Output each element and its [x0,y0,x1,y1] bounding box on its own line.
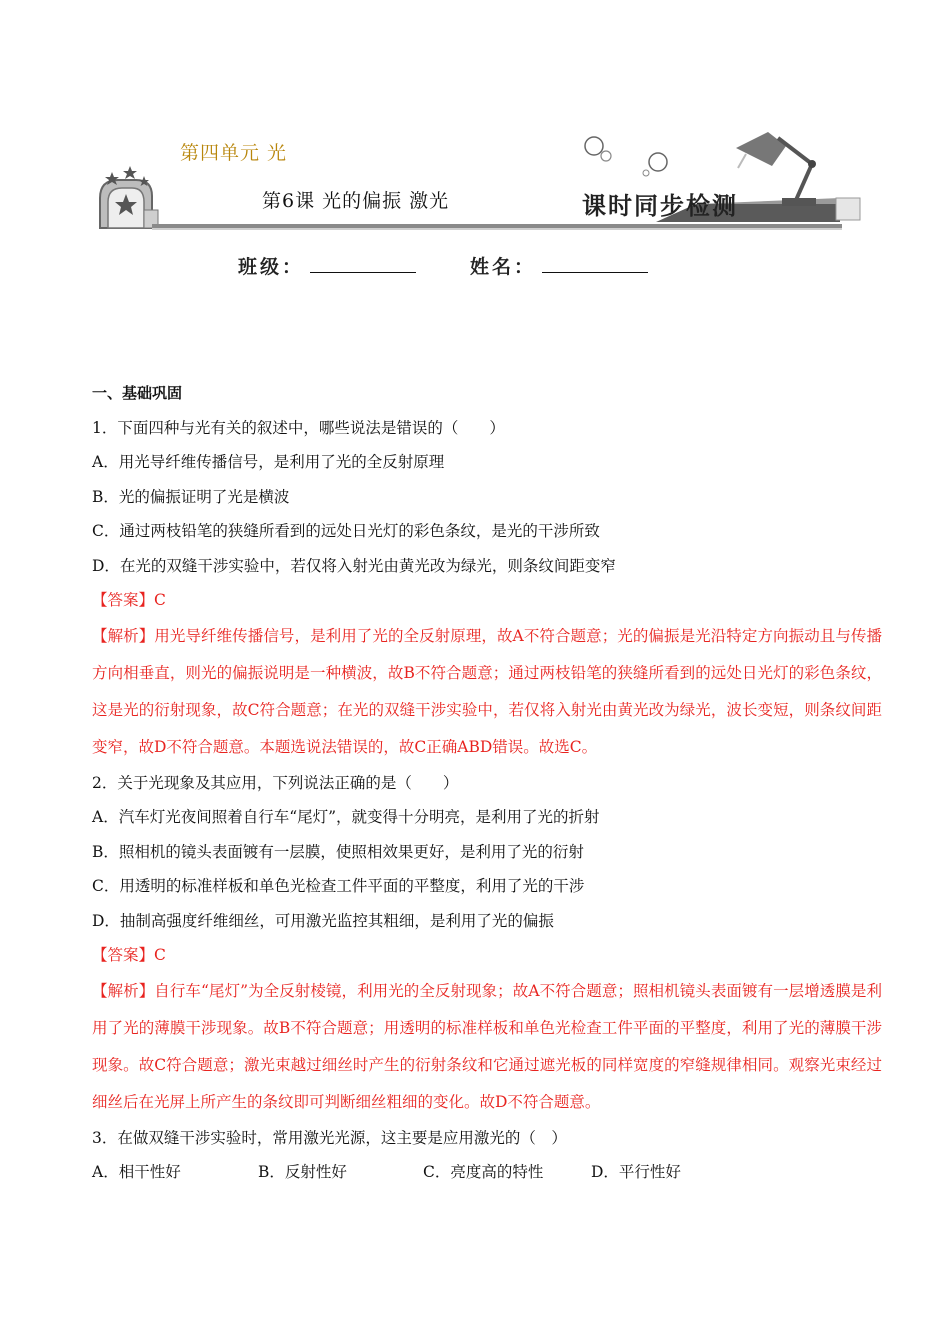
class-label: 班级： [238,256,305,278]
q1-option-a: A．用光导纤维传播信号，是利用了光的全反射原理 [92,453,445,471]
stamp-title: 课时同步检测 [582,192,738,220]
q1-option-b: B．光的偏振证明了光是横波 [92,487,290,506]
q2-analysis: 【解析】自行车“尾灯”为全反射棱镜，利用光的全反射现象；故A不符合题意；照相机镜头表面镀有一层增透膜是利用了光的薄膜干涉现象。故B不符合题意；用透明的标准样板和单色光检查工件平面的平整度，利用了光的薄膜干涉现象。故C符合题意；激光束越过细丝时产生的衍射条纹和它通过遮光板的同样宽度的窄缝规律相同。观察光束经过细丝后在光屏上所产生的条纹即可判断细丝粗细的变化。故D不符合题意。 [92,981,882,1111]
star-badge-icon [100,166,158,228]
q3-option-b: B．反射性好 [258,1163,347,1181]
class-blank[interactable] [310,254,416,273]
q2-option-b: B．照相机的镜头表面镀有一层膜，使照相效果更好，是利用了光的衍射 [92,842,584,861]
name-blank[interactable] [542,254,648,273]
q3-option-d: D．平行性好 [591,1163,681,1181]
q1-analysis: 【解析】用光导纤维传播信号，是利用了光的全反射原理，故A不符合题意；光的偏振是光沿特定方向振动且与传播方向相垂直，则光的偏振说明是一种横波，故B不符合题意；通过两枝铅笔的狭缝所看到的远处日光灯的彩色条纹，这是光的衍射现象，故C符合题意；在光的双缝干涉实验中，若仅将入射光由黄光改为绿光，波长变短，则条纹间距变窄，故D不符合题意。本题选说法错误的，故C正确ABD错误。故选C。 [92,626,882,756]
q3-options [92,1155,882,1190]
unit-title: 第四单元 光 [180,142,288,164]
q2-stem: 2．关于光现象及其应用，下列说法正确的是（ ） [92,773,459,792]
q2-option-a: A．汽车灯光夜间照着自行车“尾灯”，就变得十分明亮，是利用了光的折射 [92,808,600,826]
lesson-title: 第6课 光的偏振 激光 [262,190,450,212]
q3-stem: 3．在做双缝干涉实验时，常用激光光源，这主要是应用激光的（ ） [92,1128,567,1147]
q2-answer: 【答案】C [92,946,166,964]
name-field [470,252,648,279]
q3-option-c: C．亮度高的特性 [423,1163,544,1181]
q2-option-c: C．用透明的标准样板和单色光检查工件平面的平整度，利用了光的干涉 [92,877,585,895]
class-field [238,252,416,279]
section-heading: 一、基础巩固 [92,384,183,402]
q1-answer: 【答案】C [92,591,166,609]
q1-option-d: D．在光的双缝干涉实验中，若仅将入射光由黄光改为绿光，则条纹间距变窄 [92,556,616,575]
q1-option-c: C．通过两枝铅笔的狭缝所看到的远处日光灯的彩色条纹，是光的干涉所致 [92,522,600,540]
name-label: 姓名： [470,256,537,278]
q2-option-d: D．抽制高强度纤维细丝，可用激光监控其粗细，是利用了光的偏振 [92,911,554,930]
q1-stem: 1．下面四种与光有关的叙述中，哪些说法是错误的（ ） [92,418,505,437]
worksheet-content [92,376,882,1190]
q3-option-a: A．相干性好 [92,1163,181,1181]
header-banner [96,118,866,236]
